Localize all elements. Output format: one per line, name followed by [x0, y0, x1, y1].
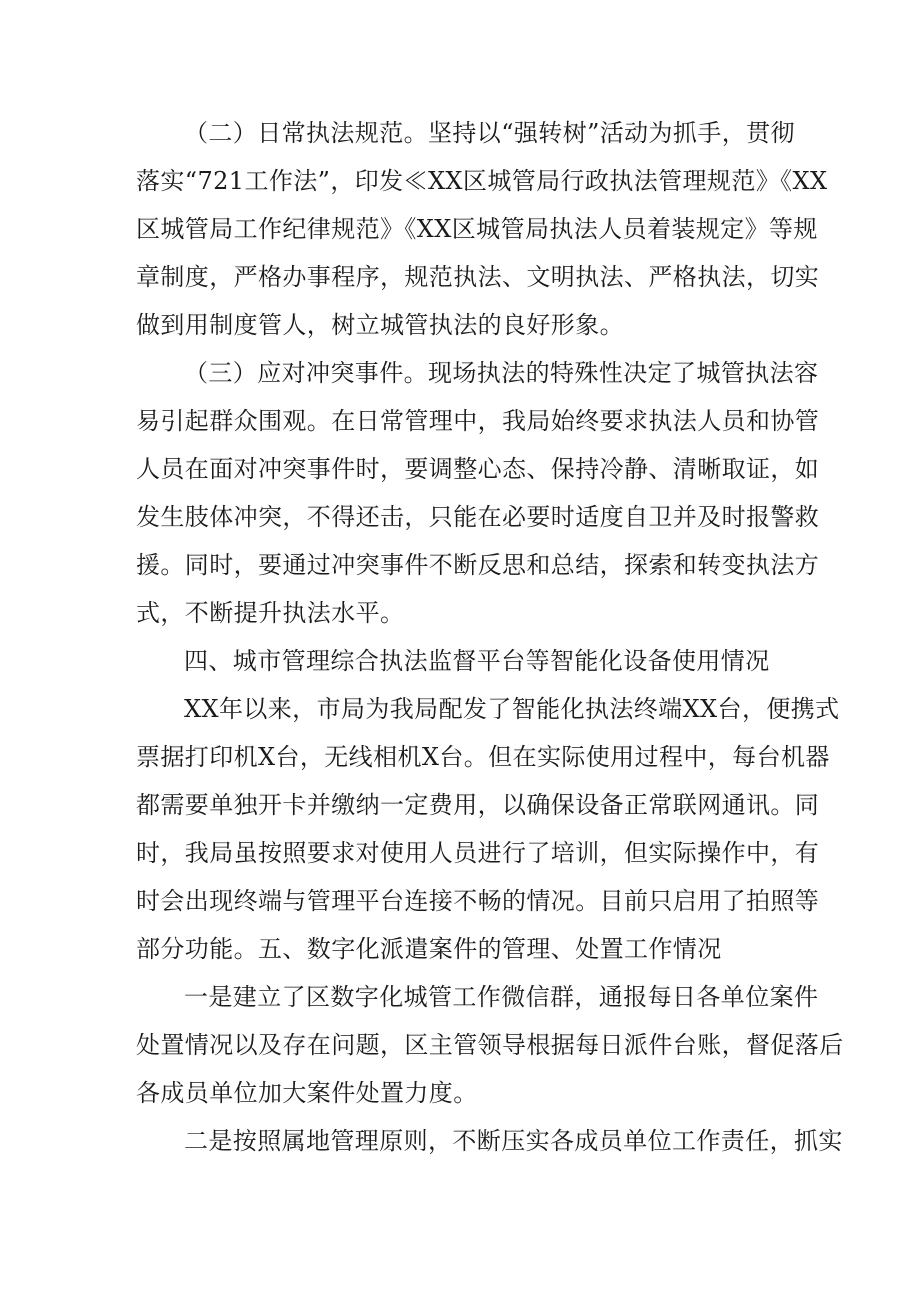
paragraph-line: 二是按照属地管理原则，不断压实各成员单位工作责任，抓实 [184, 1127, 843, 1155]
paragraph-line: 落实“721工作法”，印发≪XX区城管局行政执法管理规范》《XX [136, 167, 828, 195]
paragraph-line: 援。同时，要通过冲突事件不断反思和总结，探索和转变执法方 [136, 551, 820, 579]
paragraph-line: 易引起群众围观。在日常管理中，我局始终要求执法人员和协管 [136, 407, 820, 435]
paragraph-line: 人员在面对冲突事件时，要调整心态、保持冷静、清晰取证，如 [136, 455, 820, 483]
paragraph-line: 处置情况以及存在问题，区主管领导根据每日派件台账，督促落后 [136, 1031, 844, 1059]
paragraph-line: 区城管局工作纪律规范》《XX区城管局执法人员着装规定》等规 [136, 215, 818, 243]
paragraph-line: 都需要单独开卡并缴纳一定费用，以确保设备正常联网通讯。同 [136, 791, 820, 819]
paragraph-line: 发生肢体冲突，不得还击，只能在必要时适度自卫并及时报警救 [136, 503, 820, 531]
paragraph-line: 票据打印机X台，无线相机X台。但在实际使用过程中，每台机器 [136, 743, 830, 771]
paragraph-line: 部分功能。五、数字化派遣案件的管理、处置工作情况 [136, 935, 722, 963]
paragraph-line: （二）日常执法规范。坚持以“强转树”活动为抓手，贯彻 [184, 119, 795, 147]
section-heading: 四、城市管理综合执法监督平台等智能化设备使用情况 [184, 647, 770, 675]
paragraph-line: 时，我局虽按照要求对使用人员进行了培训，但实际操作中，有 [136, 839, 820, 867]
paragraph-line: 时会出现终端与管理平台连接不畅的情况。目前只启用了拍照等 [136, 887, 820, 915]
paragraph-line: 一是建立了区数字化城管工作微信群，通报每日各单位案件 [184, 983, 819, 1011]
paragraph-line: XX年以来，市局为我局配发了智能化执法终端XX台，便携式 [184, 695, 840, 723]
paragraph-line: 做到用制度管人，树立城管执法的良好形象。 [136, 311, 624, 339]
paragraph-line: 式，不断提升执法水平。 [136, 599, 405, 627]
paragraph-line: 各成员单位加大案件处置力度。 [136, 1079, 478, 1107]
paragraph-line: 章制度，严格办事程序，规范执法、文明执法、严格执法，切实 [136, 263, 820, 291]
paragraph-line: （三）应对冲突事件。现场执法的特殊性决定了城管执法容 [184, 359, 819, 387]
